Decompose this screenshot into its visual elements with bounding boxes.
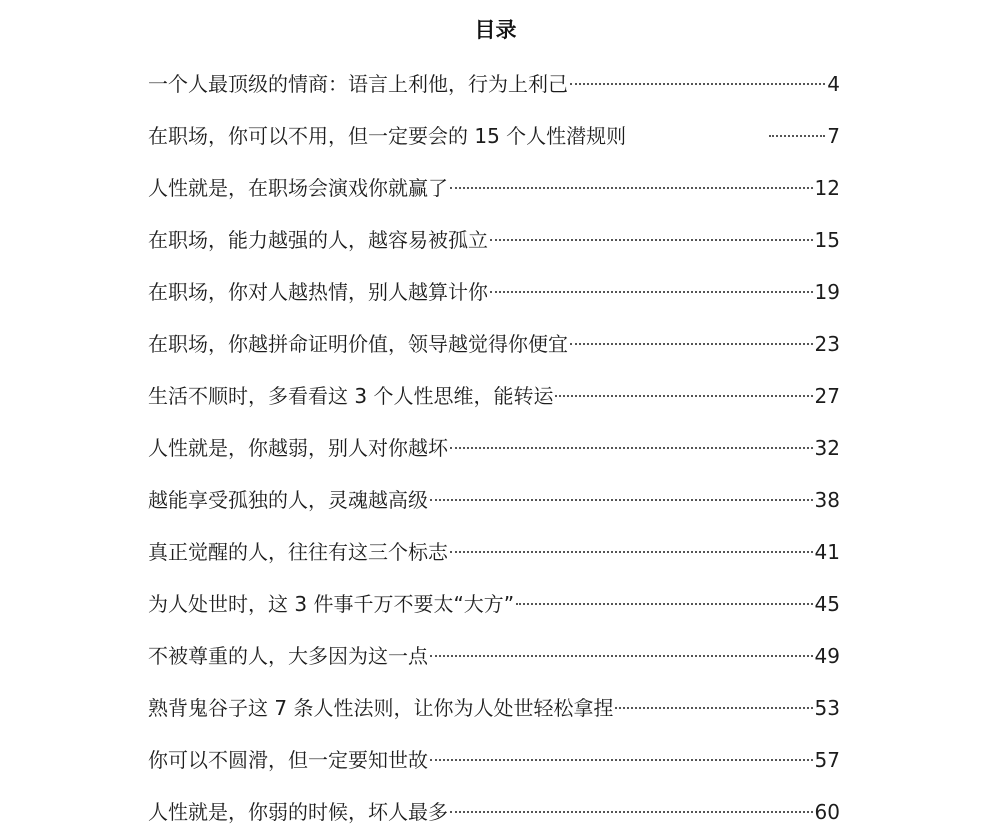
toc-entry-title: 在职场，你对人越热情，别人越算计你 (148, 280, 488, 304)
toc-dot-leader (570, 82, 825, 85)
toc-entry-title: 你可以不圆滑，但一定要知世故 (148, 748, 428, 772)
toc-dot-leader (450, 446, 813, 449)
toc-entry-page: 57 (814, 748, 840, 772)
toc-entry[interactable] (148, 630, 840, 682)
toc-dot-leader (570, 342, 813, 345)
toc-dot-leader (516, 602, 812, 605)
toc-entry[interactable] (148, 214, 840, 266)
toc-dot-leader (490, 290, 813, 293)
toc-entry-title: 熟背鬼谷子这 7 条人性法则，让你为人处世轻松拿捏 (148, 696, 614, 720)
toc-dot-leader (450, 810, 813, 813)
toc-entry-page: 53 (814, 696, 840, 720)
toc-entry[interactable] (148, 526, 840, 578)
toc-entry-page: 27 (814, 384, 840, 408)
toc-entry-page: 4 (827, 72, 840, 96)
toc-entry-page: 7 (827, 124, 840, 148)
toc-entry-page: 23 (814, 332, 840, 356)
toc-entry[interactable] (148, 786, 840, 838)
toc-entry-page: 15 (814, 228, 840, 252)
toc-entry[interactable] (148, 58, 840, 110)
toc-entry[interactable] (148, 266, 840, 318)
toc-dot-leader (555, 394, 812, 397)
toc-entry-title: 越能享受孤独的人，灵魂越高级 (148, 488, 428, 512)
toc-entry-title: 人性就是，在职场会演戏你就赢了 (148, 176, 448, 200)
toc-entry-title: 不被尊重的人，大多因为这一点 (148, 644, 428, 668)
toc-entry[interactable] (148, 682, 840, 734)
toc-entry-title: 生活不顺时，多看看这 3 个人性思维，能转运 (148, 384, 554, 408)
toc-entry[interactable] (148, 162, 840, 214)
toc-entry-page: 38 (814, 488, 840, 512)
toc-entry-page: 32 (814, 436, 840, 460)
toc-dot-leader (430, 654, 813, 657)
toc-entry[interactable] (148, 734, 840, 786)
toc-entry-title: 人性就是，你弱的时候，坏人最多 (148, 800, 448, 824)
toc-entry-title: 在职场，你越拼命证明价值，领导越觉得你便宜 (148, 332, 568, 356)
toc-dot-leader (430, 498, 813, 501)
toc-entry-title: 在职场，能力越强的人，越容易被孤立 (148, 228, 488, 252)
toc-entry-title: 一个人最顶级的情商：语言上利他，行为上利己 (148, 72, 568, 96)
toc-dot-leader (430, 758, 813, 761)
toc-entry[interactable] (148, 318, 840, 370)
toc-entry-title: 为人处世时，这 3 件事千万不要太“大方” (148, 592, 515, 616)
toc-dot-leader (769, 134, 825, 137)
toc-entry[interactable] (148, 110, 840, 162)
toc-entry-page: 12 (814, 176, 840, 200)
toc-entry-page: 60 (814, 800, 840, 824)
toc-entry-page: 45 (814, 592, 840, 616)
toc-dot-leader (450, 550, 813, 553)
page-title: 目录 (474, 18, 517, 42)
toc-dot-leader (615, 706, 812, 709)
toc-entry[interactable] (148, 474, 840, 526)
table-of-contents (148, 58, 840, 838)
toc-entry[interactable] (148, 370, 840, 422)
toc-dot-leader (450, 186, 813, 189)
toc-entry-title: 人性就是，你越弱，别人对你越坏 (148, 436, 448, 460)
toc-entry[interactable] (148, 422, 840, 474)
toc-dot-leader (490, 238, 813, 241)
toc-entry[interactable] (148, 578, 840, 630)
toc-entry-page: 49 (814, 644, 840, 668)
toc-entry-page: 19 (814, 280, 840, 304)
toc-entry-page: 41 (814, 540, 840, 564)
toc-entry-title: 真正觉醒的人，往往有这三个标志 (148, 540, 448, 564)
toc-entry-title: 在职场，你可以不用，但一定要会的 15 个人性潜规则 (148, 124, 627, 148)
